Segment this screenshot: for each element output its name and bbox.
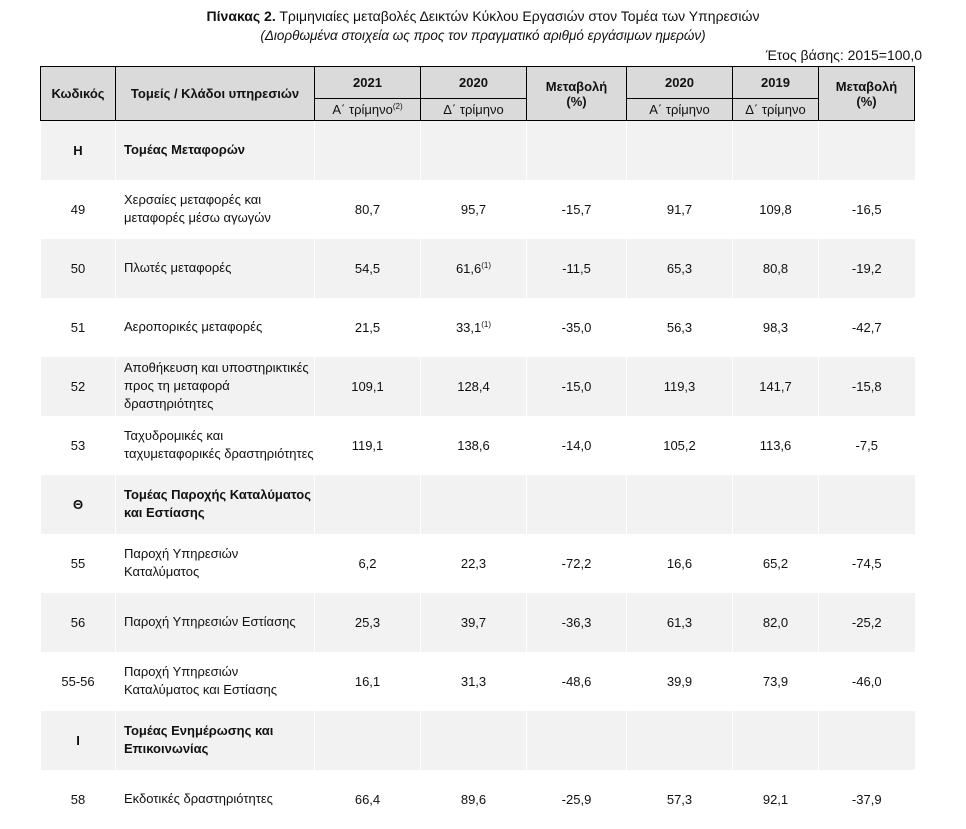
value-2021-q1: 25,3 <box>315 593 421 652</box>
empty-cell <box>733 475 819 534</box>
value-2021-q1: 54,5 <box>315 239 421 298</box>
value-2020-q4-text: 61,6 <box>455 260 482 276</box>
row-sector-name: Τομέας Παροχής Καταλύματος και Εστίασης <box>116 475 315 534</box>
empty-cell <box>819 475 915 534</box>
value-2020-q4-text: 22,3 <box>460 555 487 571</box>
value-2020-q4-text: 31,3 <box>460 673 487 689</box>
table-row <box>41 357 915 416</box>
value-2020-q4-text: 39,7 <box>460 614 487 630</box>
value-2020-q1: 57,3 <box>627 770 733 829</box>
section-row <box>41 475 915 534</box>
empty-cell <box>421 121 527 180</box>
table-row <box>41 593 915 652</box>
table-row <box>41 239 915 298</box>
empty-cell <box>527 121 627 180</box>
header-year-2021: 2021 <box>315 67 421 99</box>
header-code: Κωδικός <box>41 67 116 121</box>
table-subtitle: (Διορθωμένα στοιχεία ως προς τον πραγματικό αριθμό εργάσιμων ημερών) <box>260 28 706 43</box>
change-percent-2: -25,2 <box>819 593 915 652</box>
value-2020-q4 <box>421 534 527 593</box>
value-2019-q4: 73,9 <box>733 652 819 711</box>
table-number: Πίνακας 2. <box>206 8 276 24</box>
value-2021-q1: 16,1 <box>315 652 421 711</box>
row-code: 51 <box>41 298 116 357</box>
value-2020-q1: 16,6 <box>627 534 733 593</box>
table-row <box>41 416 915 475</box>
header-sector: Τομείς / Κλάδοι υπηρεσιών <box>116 67 315 121</box>
value-2020-q4 <box>421 357 527 416</box>
row-code: 58 <box>41 770 116 829</box>
empty-cell <box>733 711 819 770</box>
value-2019-q4: 109,8 <box>733 180 819 239</box>
row-code: 52 <box>41 357 116 416</box>
value-2020-q1: 56,3 <box>627 298 733 357</box>
header-year-2019: 2019 <box>733 67 819 99</box>
value-2020-q4-text: 33,1 <box>455 319 482 335</box>
table-body <box>41 121 915 829</box>
value-2020-q4-text: 128,4 <box>457 378 490 394</box>
row-code: 53 <box>41 416 116 475</box>
empty-cell <box>627 475 733 534</box>
row-sector-name: Τομέας Ενημέρωσης και Επικοινωνίας <box>116 711 315 770</box>
change-percent-2: -16,5 <box>819 180 915 239</box>
empty-cell <box>819 121 915 180</box>
header-q4-2019: Δ΄ τρίμηνο <box>733 99 819 121</box>
change-percent-1: -72,2 <box>527 534 627 593</box>
value-2020-q4-text: 95,7 <box>460 201 487 217</box>
header-q1-2021 <box>315 99 421 121</box>
table-row <box>41 652 915 711</box>
footnote-ref-1: (1) <box>481 319 492 329</box>
value-2020-q4 <box>421 180 527 239</box>
section-row <box>41 711 915 770</box>
change-percent-1: -14,0 <box>527 416 627 475</box>
change-percent-1: -11,5 <box>527 239 627 298</box>
header-q1-2020: Α΄ τρίμηνο <box>627 99 733 121</box>
empty-cell <box>527 475 627 534</box>
table-row <box>41 298 915 357</box>
row-sector-name: Εκδοτικές δραστηριότητες <box>116 770 315 829</box>
empty-cell <box>733 121 819 180</box>
row-sector-name: Τομέας Μεταφορών <box>116 121 315 180</box>
value-2020-q4 <box>421 298 527 357</box>
row-code: 55-56 <box>41 652 116 711</box>
table-title <box>0 8 966 24</box>
change-percent-2: -7,5 <box>819 416 915 475</box>
value-2019-q4: 113,6 <box>733 416 819 475</box>
change-percent-1: -48,6 <box>527 652 627 711</box>
change-percent-2: -42,7 <box>819 298 915 357</box>
value-2020-q1: 119,3 <box>627 357 733 416</box>
row-code: 50 <box>41 239 116 298</box>
change-percent-1: -25,9 <box>527 770 627 829</box>
row-code: 56 <box>41 593 116 652</box>
value-2020-q4-text: 138,6 <box>457 437 490 453</box>
change-percent-1: -36,3 <box>527 593 627 652</box>
footnote-ref-1: (1) <box>481 260 492 270</box>
change-percent-2: -46,0 <box>819 652 915 711</box>
row-code: Θ <box>41 475 116 534</box>
value-2021-q1: 6,2 <box>315 534 421 593</box>
value-2020-q4 <box>421 652 527 711</box>
value-2020-q1: 39,9 <box>627 652 733 711</box>
change-percent-2: -15,8 <box>819 357 915 416</box>
table-title-text: Τριμηνιαίες μεταβολές Δεικτών Κύκλου Εργασιών στον Τομέα των Υπηρεσιών <box>279 8 760 24</box>
empty-cell <box>315 475 421 534</box>
empty-cell <box>627 711 733 770</box>
header-q4-2020: Δ΄ τρίμηνο <box>421 99 527 121</box>
row-code: Η <box>41 121 116 180</box>
table-row <box>41 180 915 239</box>
empty-cell <box>315 711 421 770</box>
table-header <box>41 67 915 121</box>
footnote-ref-2: (2) <box>392 102 403 111</box>
change-percent-1: -15,0 <box>527 357 627 416</box>
row-code: Ι <box>41 711 116 770</box>
section-row <box>41 121 915 180</box>
change-percent-2: -19,2 <box>819 239 915 298</box>
turnover-table <box>40 66 915 829</box>
value-2021-q1: 119,1 <box>315 416 421 475</box>
value-2020-q1: 91,7 <box>627 180 733 239</box>
row-sector-name: Αποθήκευση και υποστηρικτικές προς τη μεταφορά δραστηριότητες <box>116 357 315 416</box>
row-sector-name: Χερσαίες μεταφορές και μεταφορές μέσω αγωγών <box>116 180 315 239</box>
row-code: 55 <box>41 534 116 593</box>
value-2019-q4: 65,2 <box>733 534 819 593</box>
value-2019-q4: 92,1 <box>733 770 819 829</box>
base-year-note: Έτος βάσης: 2015=100,0 <box>765 47 922 63</box>
header-q1-2021-label: Α΄ τρίμηνο <box>332 102 393 117</box>
value-2020-q1: 105,2 <box>627 416 733 475</box>
change-percent-2: -74,5 <box>819 534 915 593</box>
row-sector-name: Παροχή Υπηρεσιών Καταλύματος και Εστίασης <box>116 652 315 711</box>
value-2020-q4 <box>421 770 527 829</box>
empty-cell <box>421 475 527 534</box>
row-sector-name: Παροχή Υπηρεσιών Καταλύματος <box>116 534 315 593</box>
header-change-2: Μεταβολή (%) <box>819 67 915 121</box>
change-percent-2: -37,9 <box>819 770 915 829</box>
empty-cell <box>315 121 421 180</box>
empty-cell <box>627 121 733 180</box>
row-code: 49 <box>41 180 116 239</box>
row-sector-name: Ταχυδρομικές και ταχυμεταφορικές δραστηριότητες <box>116 416 315 475</box>
value-2020-q4 <box>421 239 527 298</box>
value-2020-q1: 61,3 <box>627 593 733 652</box>
header-change-1: Μεταβολή (%) <box>527 67 627 121</box>
value-2019-q4: 98,3 <box>733 298 819 357</box>
row-sector-name: Παροχή Υπηρεσιών Εστίασης <box>116 593 315 652</box>
value-2019-q4: 80,8 <box>733 239 819 298</box>
row-sector-name: Πλωτές μεταφορές <box>116 239 315 298</box>
header-year-2020-q4: 2020 <box>421 67 527 99</box>
value-2020-q1: 65,3 <box>627 239 733 298</box>
header-year-2020-q1: 2020 <box>627 67 733 99</box>
value-2020-q4 <box>421 593 527 652</box>
empty-cell <box>421 711 527 770</box>
change-percent-1: -35,0 <box>527 298 627 357</box>
empty-cell <box>527 711 627 770</box>
value-2021-q1: 66,4 <box>315 770 421 829</box>
value-2021-q1: 109,1 <box>315 357 421 416</box>
change-percent-1: -15,7 <box>527 180 627 239</box>
value-2020-q4-text: 89,6 <box>460 791 487 807</box>
value-2021-q1: 21,5 <box>315 298 421 357</box>
table-row <box>41 770 915 829</box>
value-2019-q4: 82,0 <box>733 593 819 652</box>
value-2019-q4: 141,7 <box>733 357 819 416</box>
table-row <box>41 534 915 593</box>
row-sector-name: Αεροπορικές μεταφορές <box>116 298 315 357</box>
empty-cell <box>819 711 915 770</box>
value-2020-q4 <box>421 416 527 475</box>
value-2021-q1: 80,7 <box>315 180 421 239</box>
